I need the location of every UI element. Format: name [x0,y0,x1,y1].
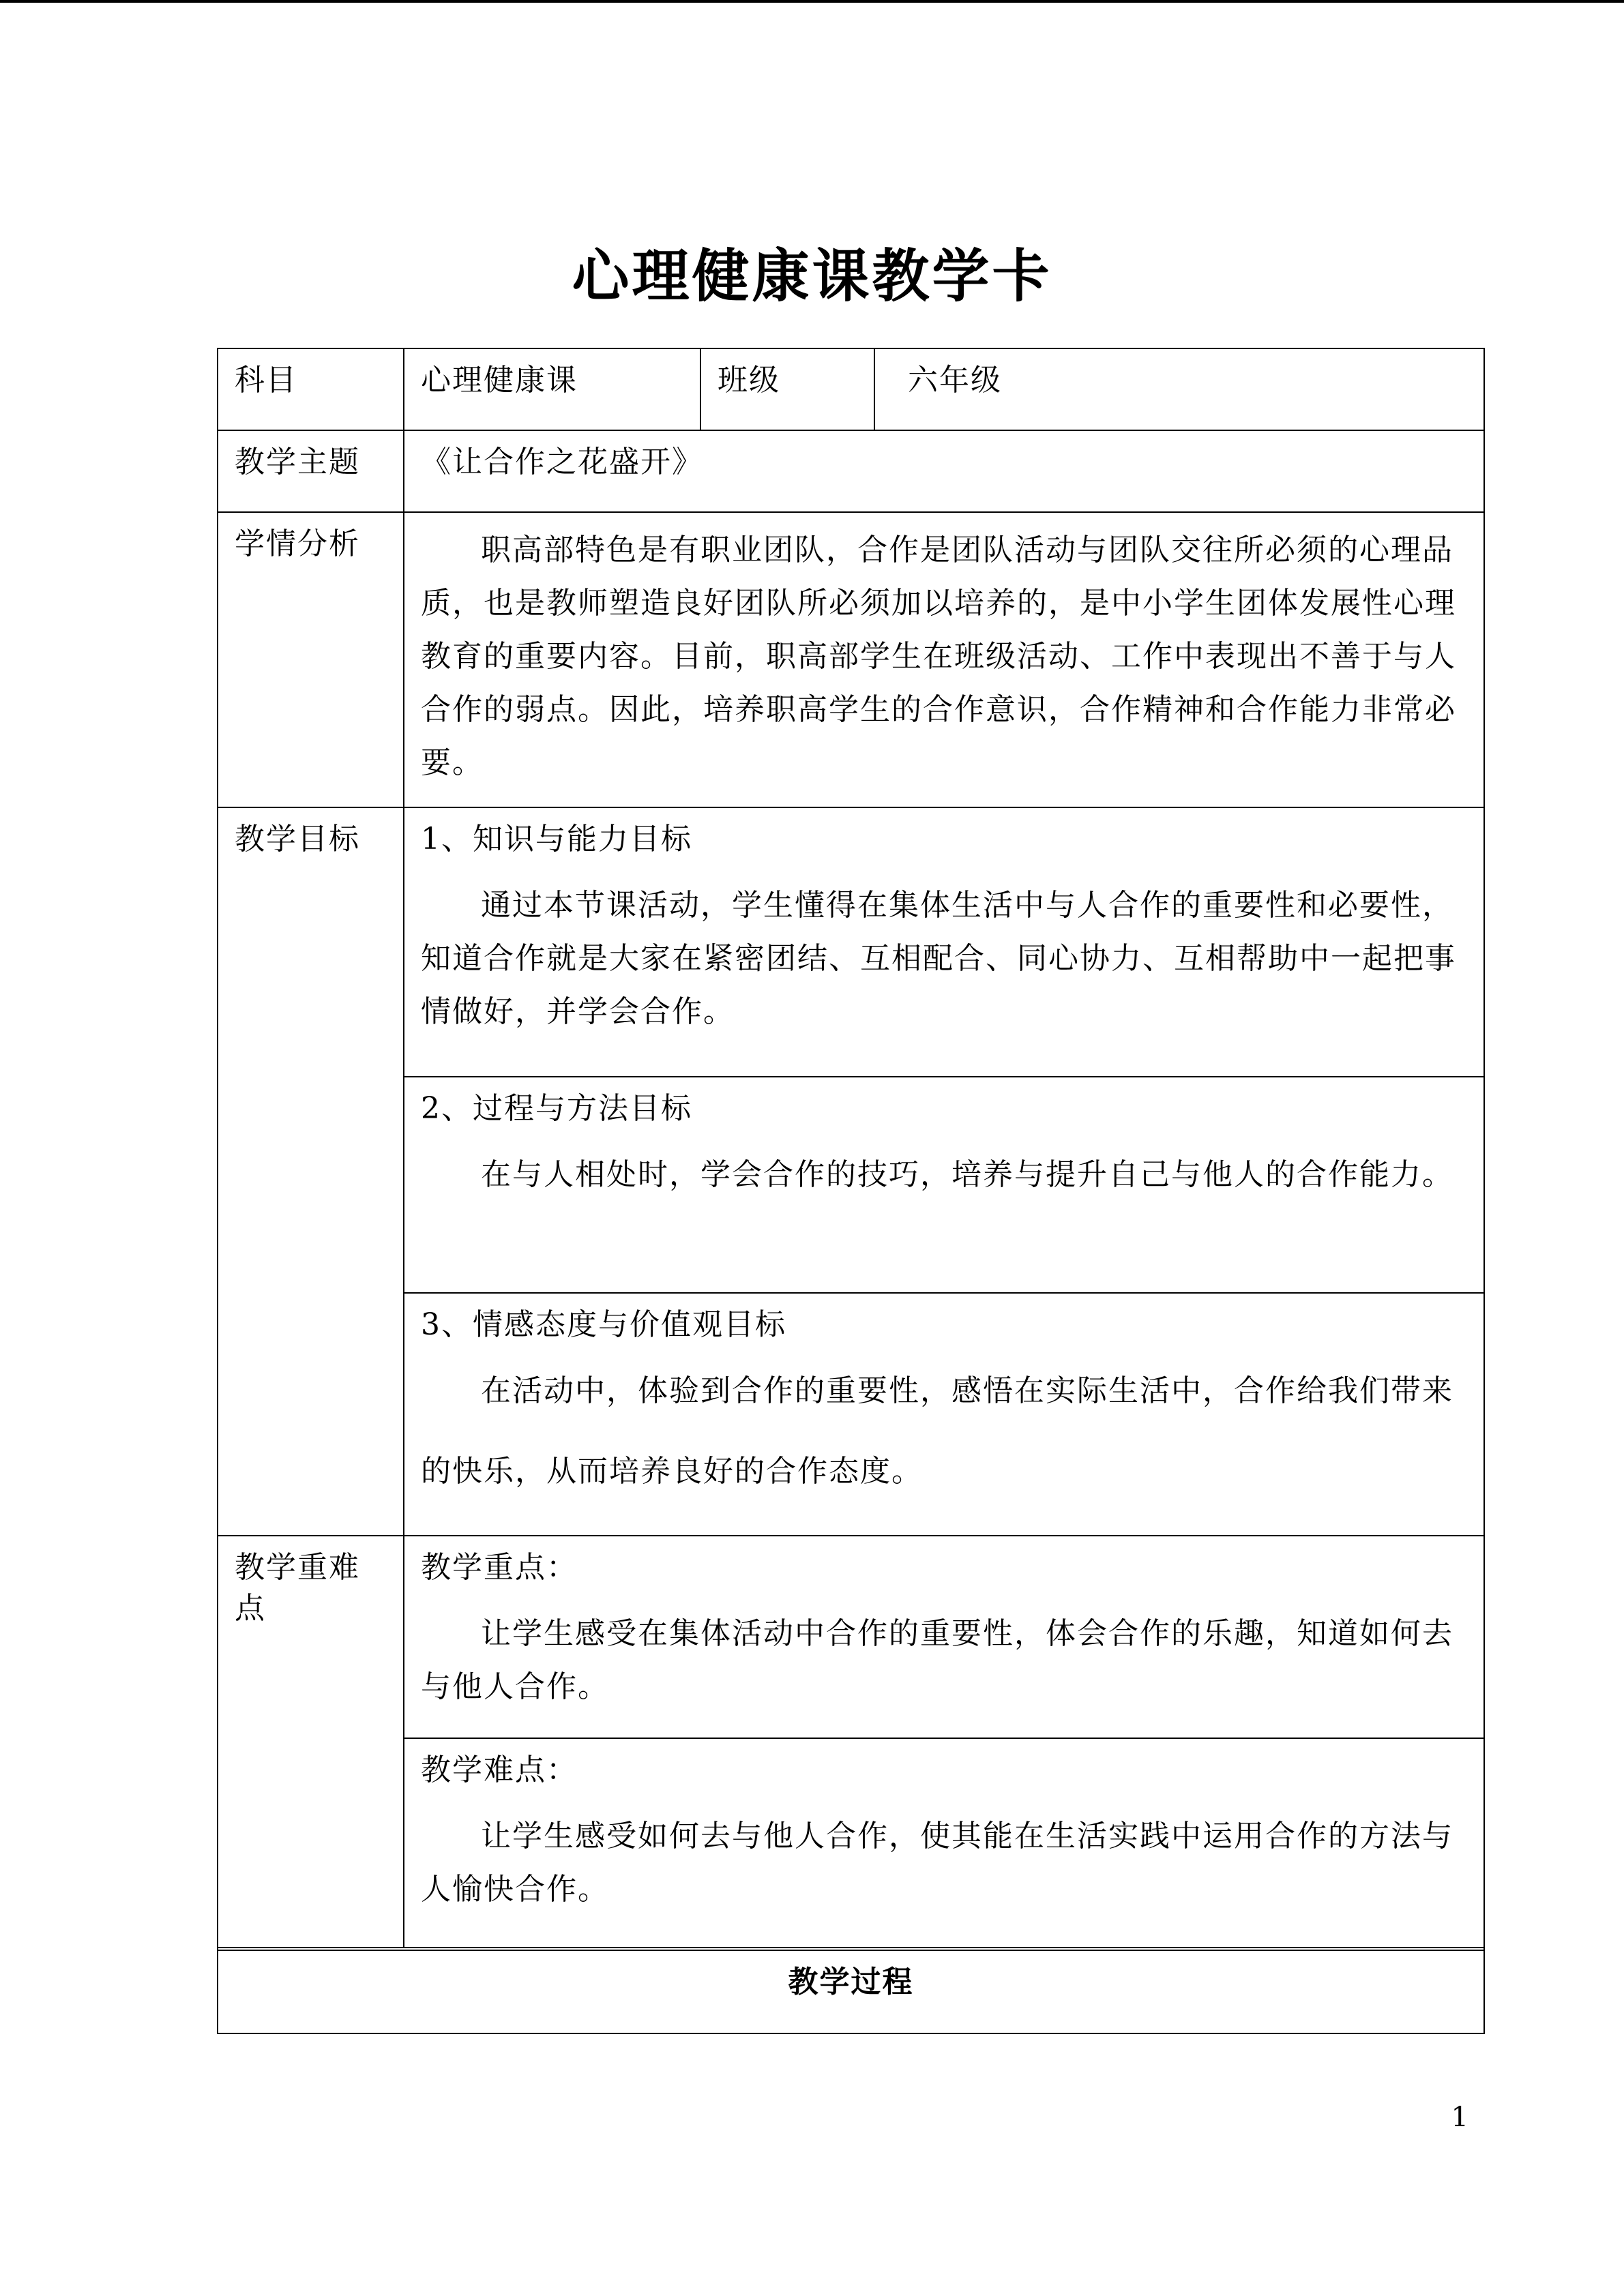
goal-item [404,808,1483,1077]
theme-row [218,431,1483,513]
goals-row [218,808,1483,1536]
key-difficult-row [218,1536,1483,1951]
page-number: 1 [1451,2102,1468,2133]
goal-body: 在活动中，体验到合作的重要性，感悟在实际生活中，合作给我们带来的快乐，从而培养良好的合作态度。 [421,1373,1453,1489]
difficult-point-item [404,1739,1483,1947]
page-title: 心理健康课教学卡 [572,242,1052,310]
key-point-item [404,1536,1483,1739]
subject-label: 科目 [218,349,404,430]
analysis-row [218,513,1483,808]
class-label: 班级 [701,349,875,430]
process-heading: 教学过程 [788,1965,914,1999]
analysis-text: 职高部特色是有职业团队，合作是团队活动与团队交往所必须的心理品质，也是教师塑造良好团队所必须加以培养的，是中小学生团体发展性心理教育的重要内容。目前，职高部学生在班级活动、工作中表现出不善于与人合作的弱点。因此，培养职高学生的合作意识，合作精神和合作能力非常必要。 [421,533,1456,780]
key-difficult-list [404,1536,1483,1947]
difficult-point-body: 让学生感受如何去与他人合作，使其能在生活实践中运用合作的方法与人愉快合作。 [421,1819,1453,1907]
theme-label: 教学主题 [218,431,404,511]
goal-heading: 1、知识与能力目标 [421,822,692,856]
theme-value: 《让合作之花盛开》 [421,445,703,479]
subject-row [218,349,1483,431]
goal-heading: 2、过程与方法目标 [421,1091,692,1126]
goals-label: 教学目标 [218,808,404,1535]
class-value: 六年级 [908,363,1002,398]
goal-heading: 3、情感态度与价值观目标 [421,1307,786,1342]
key-point-body: 让学生感受在集体活动中合作的重要性，体会合作的乐趣，知道如何去与他人合作。 [421,1616,1453,1704]
difficult-point-heading: 教学难点： [421,1753,578,1787]
subject-value: 心理健康课 [404,349,701,430]
goal-item [404,1294,1483,1535]
goal-item [404,1077,1483,1294]
process-row [218,1951,1483,2033]
goal-body: 通过本节课活动，学生懂得在集体生活中与人合作的重要性和必要性，知道合作就是大家在紧密团结、互相配合、同心协力、互相帮助中一起把事情做好，并学会合作。 [421,888,1456,1029]
goals-list [404,808,1483,1535]
lesson-card-table [217,348,1485,2034]
key-difficult-label: 教学重难点 [218,1536,404,1947]
goal-body: 在与人相处时，学会合作的技巧，培养与提升自己与他人的合作能力。 [481,1157,1453,1192]
key-point-heading: 教学重点： [421,1550,578,1585]
top-rule [0,0,1624,3]
analysis-label: 学情分析 [218,513,404,807]
